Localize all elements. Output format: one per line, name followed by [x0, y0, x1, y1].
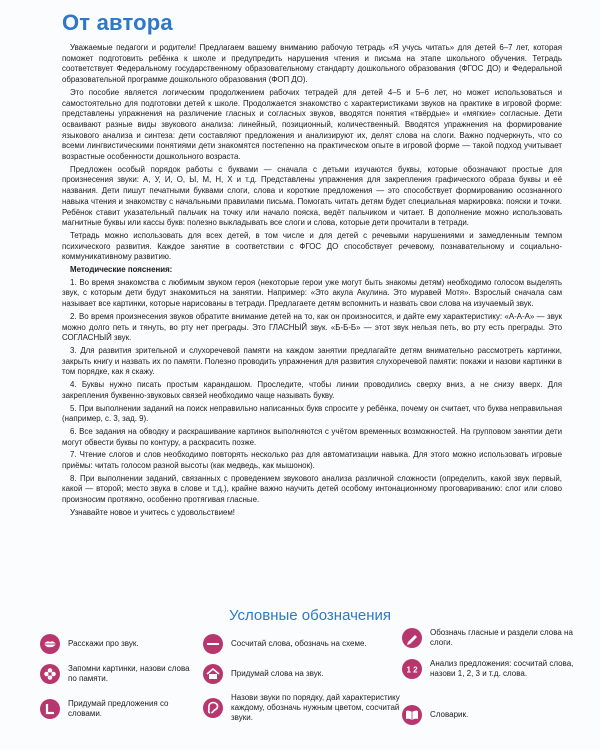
- method-item: 2. Во время произнесения звуков обратите внимание детей на то, как он произносится, и дайте ему характеристику: «А-А-А» — звук можно долго петь и тянуть, во рту нет преграды. Это ГЛАСНЫЙ звук. «Б-Б-Б» — этот звук нельзя петь, во рту есть преграды. Это СОГЛАСНЫЙ звук.: [62, 311, 562, 343]
- numbers-icon: [402, 659, 422, 679]
- ear-icon: [203, 698, 223, 718]
- book-l-icon: [40, 699, 60, 719]
- method-item: 5. При выполнении заданий на поиск неправильно написанных букв спросите у ребёнка, почему он считает, что буква неправильная (например, с. 3, зад. 9).: [62, 403, 562, 424]
- method-item: 3. Для развития зрительной и слухоречевой памяти на каждом занятии предлагайте детям внимательно рассмотреть картинки, закрыть книгу и назвать их по памяти. Полезно проводить упражнения для развития слухоречевой памяти: покажи и назови картинки в том порядке, как я скажу.: [62, 345, 562, 377]
- legend-item: [402, 705, 580, 725]
- method-item: 4. Буквы нужно писать простым карандашом. Проследите, чтобы линии проводились сверху вниз, а не снизу вверх. Для закрепления буквенно-звуковых связей необходимо чаще называть букву.: [62, 380, 562, 400]
- page-title: От автора: [62, 10, 173, 35]
- intro-paragraph: Это пособие является логическим продолжением рабочих тетрадей для детей 4–5 и 5–6 лет, но может использоваться и самостоятельно для подготовки детей к школе. Продолжается знакомство с характеристиками звуков на практике в игровой форме: представлены упражнения на различение гласных и согласных звуков, вводятся понятия «твёрдые» и «мягкие» согласные. Дети осваивают разные виды звукового анализа: линейный, позиционный, количественный. Вводятся упражнения на формирование языкового анализа и синтеза: дети составляют предложения и анализируют их, делят слова на слоги. Важно подчеркнуть, что со всеми лингвистическими понятиями дети знакомятся постепенно на практическом опыте в игровой форме — такой подход учитывает возрастные особенности дошкольного возраста.: [62, 87, 562, 162]
- method-item: 8. При выполнении заданий, связанных с проведением звукового анализа различной сложности (определить, какой звук первый, какой — второй; место звука в слове и т.д.), крайне важно научить детей особому интонационному проговариванию: слог или слово произносим протяжно, особенно протягивая гласные.: [62, 473, 562, 505]
- intro-paragraph: Тетрадь можно использовать для всех детей, в том числе и для детей с речевыми нарушениями и замедленным темпом психического развития. Каждое занятие в соответствии с ФГОС ДО способствует речевому, познавательному и социально-коммуникативному развитию.: [62, 230, 562, 262]
- legend-item: [40, 699, 200, 719]
- legend-text: Словарик.: [430, 710, 469, 719]
- intro-paragraph: Уважаемые педагоги и родители! Предлагаем вашему вниманию рабочую тетрадь «Я учусь читать» для детей 6–7 лет, которая поможет подготовить ребёнка к школе и предупредить нарушения чтения и письма на этапе школьного обучения. Тетрадь соответствует Федеральному государственному образовательному стандарту дошкольного образования (ФГОС ДО) и Федеральной образовательной программе дошкольного образования (ФОП ДО).: [62, 43, 562, 85]
- lips-icon: [40, 634, 60, 654]
- legend-item: [402, 628, 580, 648]
- legend-text: Сосчитай слова, обозначь на схеме.: [231, 639, 367, 648]
- house-icon: [203, 664, 223, 684]
- legend-text: Анализ предложения: сосчитай слова, назови 1, 2, 3 и т.д. слова.: [430, 659, 574, 678]
- legend-item: [203, 634, 403, 654]
- method-item: 6. Все задания на обводку и раскрашивание картинок выполняются с учётом временных возможностей. На групповом занятии дети могут обвести буквы по контуру, а раскрасить позже.: [62, 426, 562, 447]
- pencil-icon: [402, 628, 422, 648]
- legend-item: [402, 659, 580, 679]
- legend-text: Назови звуки по порядку, дай характеристику каждому, обозначь нужным цветом, сосчитай звуки.: [231, 693, 400, 722]
- legend-text: Придумай слова на звук.: [231, 669, 324, 678]
- legend: [40, 607, 580, 742]
- legend-item: [203, 664, 403, 684]
- legend-text: Придумай предложения со словами.: [68, 699, 169, 718]
- closing-line: Узнавайте новое и учитесь с удовольствием!: [70, 507, 235, 517]
- method-item: 7. Чтение слогов и слов необходимо повторять несколько раз для автоматизации навыка. Для этого можно использовать игровые приёмы: читать голосом разной высоты (как медведь, как мышонок).: [62, 450, 562, 471]
- legend-item: [203, 693, 413, 723]
- legend-text: Обозначь гласные и раздели слова на слоги.: [430, 628, 573, 647]
- methods-heading: Методические пояснения:: [70, 265, 173, 275]
- legend-item: [40, 634, 200, 654]
- dash-icon: [203, 634, 223, 654]
- open-book-icon: [402, 705, 422, 725]
- intro-paragraph: Предложен особый порядок работы с буквами — сначала с детьми изучаются буквы, которые обозначают простые для произнесения звуки: А, У, И, О, Ы, М, Н, Х и т.д. Представлены упражнения для закрепления графического образа буквы и её названия. Дети пишут печатными буквами слоги, слова и короткие предложения — это способствует формированию осознанного навыка чтения и знакомству с начальными правилами письма. Помогать читать детям будет специальная маркировка: пояски и точки. Ребёнок ставит указательный пальчик на точку или начало пояска, ведёт пальчиком и читает. В дополнение можно использовать магнитные буквы или кассы букв: полезно выкладывать все слоги и слова, которые дети прочитали в тетради.: [62, 164, 562, 228]
- svg-text:1 2: 1 2: [406, 665, 418, 675]
- method-item: 1. Во время знакомства с любимым звуком героя (некоторые герои уже могут быть знакомы детям) необходимо голосом выделять звук, с которым дети будут знакомиться на занятии. Например: «Это акула Акулина. Это муравей Мотя». Взрослый сначала сам называет все картинки, которые нарисованы в тетради. Предлагаете детям вспомнить и назвать свои слова на изучаемый звук.: [62, 277, 562, 309]
- legend-text: Запомни картинки, назови слова по памяти.: [68, 664, 190, 683]
- legend-item: [40, 664, 200, 684]
- legend-title: Условные обозначения: [228, 607, 392, 624]
- legend-text: Расскажи про звук.: [68, 639, 139, 648]
- body-text: [62, 43, 562, 521]
- flower-icon: [40, 664, 60, 684]
